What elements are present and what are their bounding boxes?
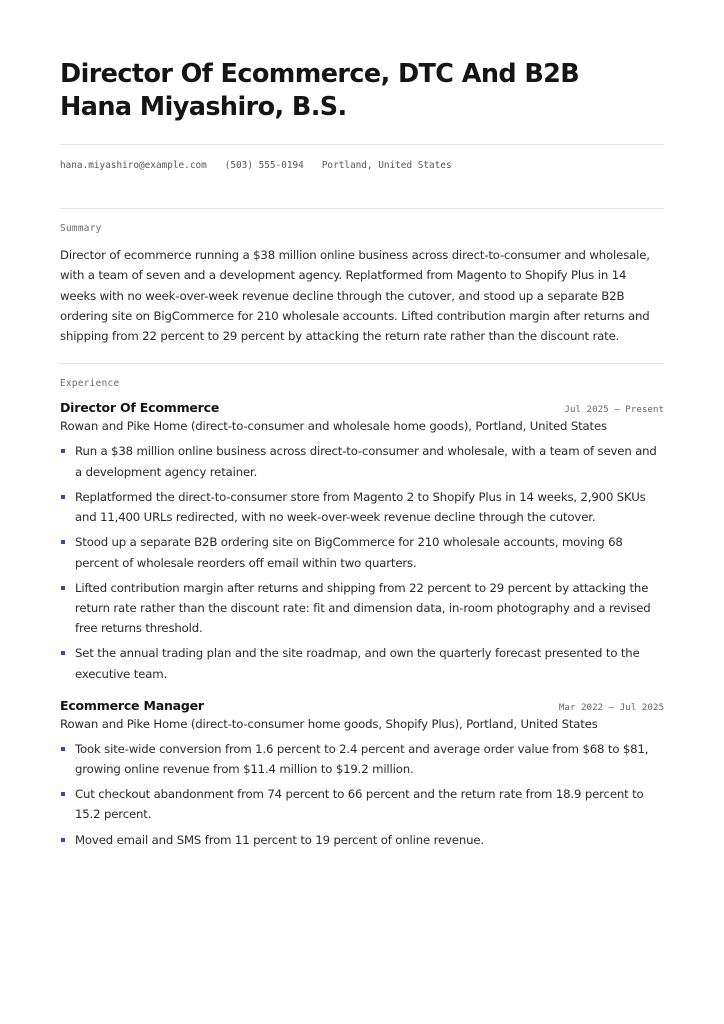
divider — [60, 208, 664, 209]
contact-location: Portland, United States — [321, 160, 452, 171]
bullet-item: Took site-wide conversion from 1.6 percent to 2.4 percent and average order value from $68 to $81, growing online revenue from $11.4 million to $19.2 million. — [60, 739, 664, 779]
job-title: Director Of Ecommerce — [60, 400, 220, 416]
bullet-item: Stood up a separate B2B ordering site on BigCommerce for 210 wholesale accounts, moving 68 percent of wholesale reorders off email within two quarters. — [60, 532, 664, 572]
job-bullets — [60, 441, 664, 683]
title-line-role: Director Of Ecommerce, DTC And B2B — [60, 59, 580, 89]
experience-heading: Experience — [60, 378, 120, 390]
bullet-item: Cut checkout abandonment from 74 percent to 66 percent and the return rate from 18.9 percent to 15.2 percent. — [60, 784, 664, 824]
job-header — [60, 698, 664, 713]
bullet-item: Run a $38 million online business across direct-to-consumer and wholesale, with a team of seven and a development agency retainer. — [60, 441, 664, 481]
bullet-item: Replatformed the direct-to-consumer store from Magento 2 to Shopify Plus in 14 weeks, 2,900 SKUs and 11,400 URLs redirected, with no week-over-week revenue decline through the cutover. — [60, 487, 664, 527]
contact-email[interactable]: hana.miyashiro@example.com — [60, 160, 207, 171]
contact-line — [60, 145, 664, 187]
job-entry — [60, 400, 664, 683]
divider — [60, 363, 664, 364]
job-bullets — [60, 739, 664, 850]
bullet-item: Moved email and SMS from 11 percent to 19 percent of online revenue. — [60, 830, 664, 850]
job-title: Ecommerce Manager — [60, 697, 204, 713]
contact-phone[interactable]: (503) 555-0194 — [224, 160, 304, 171]
summary-heading: Summary — [60, 223, 102, 234]
job-dates: Mar 2022 – Jul 2025 — [558, 701, 664, 713]
job-company: Rowan and Pike Home (direct-to-consumer home goods, Shopify Plus), Portland, United States — [60, 716, 598, 731]
job-entry — [60, 698, 664, 850]
page-title — [60, 58, 664, 124]
bullet-item: Lifted contribution margin after returns and shipping from 22 percent to 29 percent by attacking the return rate rather than the discount rate: fit and dimension data, in-room photography and a revised free returns threshold. — [60, 578, 664, 639]
title-line-name: Hana Miyashiro, B.S. — [60, 92, 347, 122]
job-header — [60, 400, 664, 415]
summary-text: Director of ecommerce running a $38 million online business across direct-to-consumer and wholesale, with a team of seven and a development agency. Replatformed from Magento to Shopify Plus in 14 weeks with no week-over-week revenue decline through the cutover, and stood up a separate B2B ordering site on BigCommerce for 210 wholesale accounts. Lifted contribution margin after returns and shipping from 22 percent to 29 percent by attacking the return rate rather than the discount rate. — [60, 248, 650, 344]
bullet-item: Set the annual trading plan and the site roadmap, and own the quarterly forecast presented to the executive team. — [60, 643, 664, 683]
job-company: Rowan and Pike Home (direct-to-consumer and wholesale home goods), Portland, United States — [60, 419, 607, 434]
job-dates: Jul 2025 – Present — [564, 404, 664, 416]
